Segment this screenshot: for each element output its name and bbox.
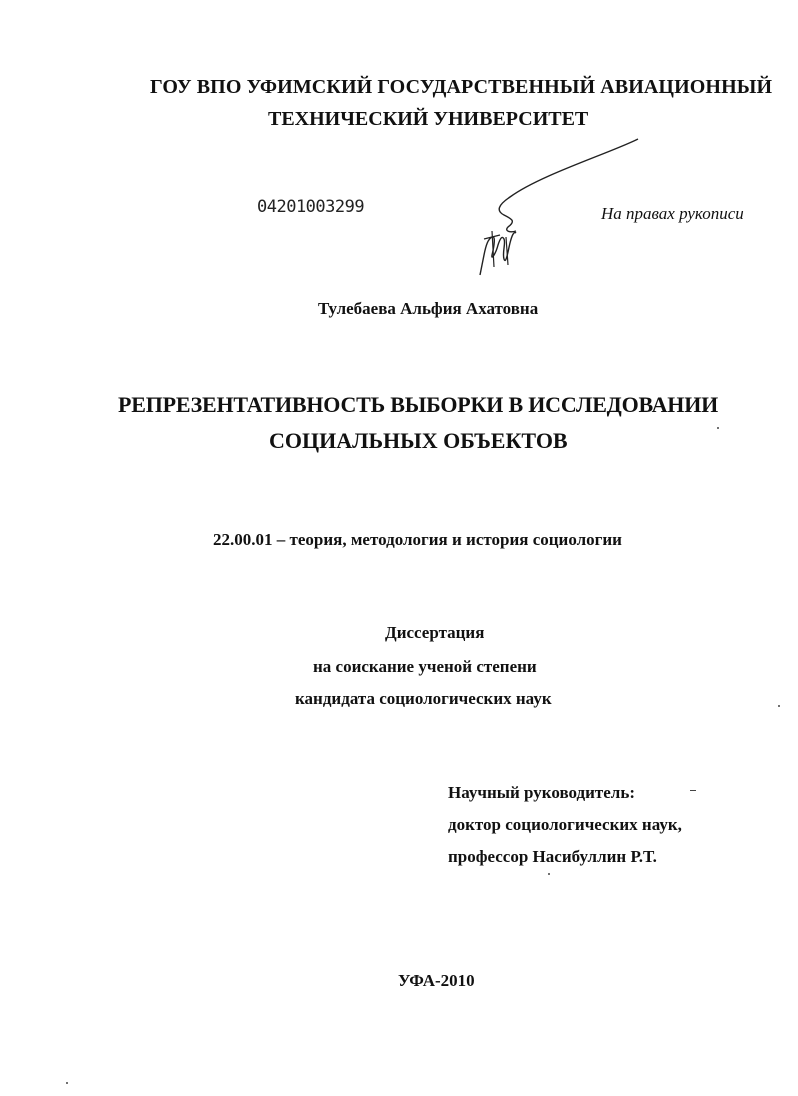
dissertation-title-line2: СОЦИАЛЬНЫХ ОБЪЕКТОВ (269, 428, 568, 453)
degree-purpose: на соискание ученой степени (313, 657, 537, 676)
scan-speck (548, 873, 550, 875)
supervisor-degree: доктор социологических наук, (448, 815, 682, 834)
author-name: Тулебаева Альфия Ахатовна (318, 299, 539, 318)
university-name-line1: ГОУ ВПО УФИМСКИЙ ГОСУДАРСТВЕННЫЙ АВИАЦИОННЫЙ (150, 76, 773, 98)
scan-speck (717, 427, 719, 429)
supervisor-label: Научный руководитель: (448, 783, 635, 802)
library-stamp-number: 04201003299 (257, 197, 365, 217)
degree-field: кандидата социологических наук (295, 689, 552, 708)
dissertation-title-line1: РЕПРЕЗЕНТАТИВНОСТЬ ВЫБОРКИ В ИССЛЕДОВАНИИ (118, 392, 719, 417)
supervisor-name: профессор Насибуллин Р.Т. (448, 847, 657, 866)
university-name-line2: ТЕХНИЧЕСКИЙ УНИВЕРСИТЕТ (268, 108, 589, 130)
specialty-code: 22.00.01 – теория, методология и история социологии (213, 530, 622, 549)
scan-speck (66, 1082, 68, 1084)
scan-speck (690, 790, 696, 791)
manuscript-rights-note: На правах рукописи (601, 204, 744, 223)
degree-type: Диссертация (385, 623, 485, 642)
scan-speck (778, 705, 780, 707)
place-and-year: УФА-2010 (398, 971, 475, 990)
